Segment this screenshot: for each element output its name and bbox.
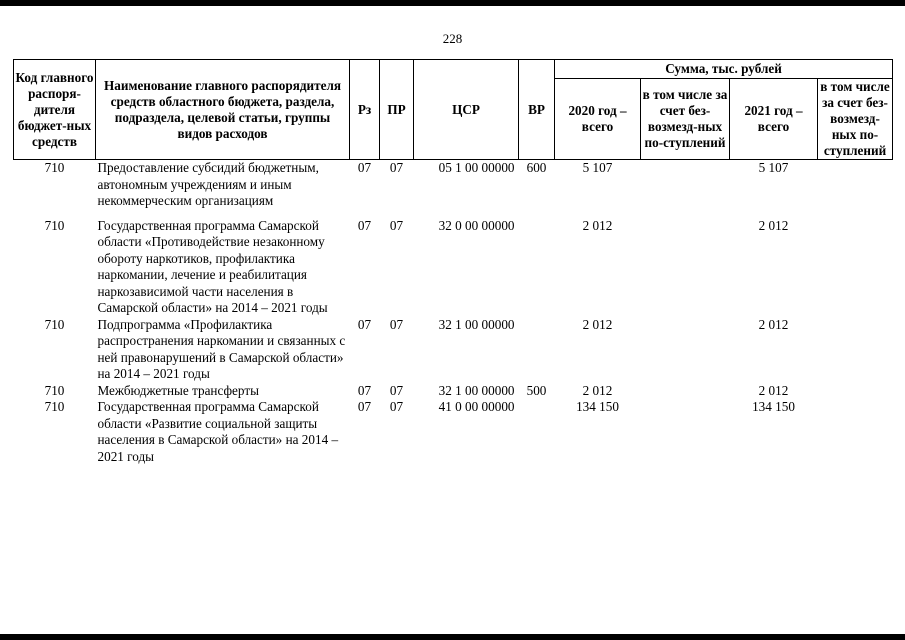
row-free-2021 (818, 399, 893, 465)
row-free-2021 (818, 383, 893, 400)
row-name: Подпрограмма «Профилактика распространения наркомании и связанных с ней правонарушений в Самарской области» на 2014 – 2021 годы (97, 316, 346, 381)
row-pr: 07 (389, 382, 404, 398)
row-sum-2020: 2 012 (582, 217, 613, 233)
row-free-2020 (641, 383, 730, 400)
header-2021-free: в том числе за счет без-возмезд-ных по-ступлений (818, 79, 893, 160)
header-csr: ЦСР (414, 60, 519, 160)
row-free-2020 (641, 160, 730, 218)
table-row (14, 383, 893, 400)
page-number: 228 (442, 31, 463, 46)
header-pr: ПР (380, 60, 414, 160)
row-sum-2021: 134 150 (752, 399, 795, 414)
row-rz: 07 (357, 316, 372, 332)
row-sum-2020: 5 107 (582, 160, 613, 175)
row-sum-2021: 5 107 (758, 160, 789, 175)
top-border (0, 0, 905, 6)
row-rz: 07 (357, 217, 372, 233)
budget-table (13, 59, 893, 465)
header-vr: ВР (519, 60, 555, 160)
row-name: Государственная программа Самарской области «Развитие социальной защиты населения в Самарской области» на 2014 – 2021 годы (97, 399, 339, 464)
row-sum-2020: 2 012 (582, 382, 613, 398)
row-csr: 05 1 00 00000 (438, 160, 515, 175)
row-sum-2021: 2 012 (758, 217, 789, 233)
row-code: 710 (44, 160, 65, 175)
table-row (14, 160, 893, 218)
row-sum-2020: 2 012 (582, 316, 613, 332)
row-csr: 32 0 00 00000 (438, 217, 515, 233)
row-sum-2020: 134 150 (576, 399, 619, 414)
row-pr: 07 (389, 399, 404, 414)
row-code: 710 (44, 399, 65, 414)
row-code: 710 (44, 316, 65, 332)
row-free-2021 (818, 218, 893, 317)
row-pr: 07 (389, 217, 404, 233)
row-csr: 32 1 00 00000 (438, 316, 515, 332)
header-name: Наименование главного распорядителя средств областного бюджета, раздела, подраздела, целевой статьи, группы видов расходов (96, 60, 350, 160)
row-code: 710 (44, 382, 65, 398)
header-2020-free: в том числе за счет без-возмезд-ных по-ступлений (641, 79, 730, 160)
row-name: Межбюджетные трансферты (97, 382, 259, 398)
table-row (14, 399, 893, 465)
row-free-2021 (818, 160, 893, 218)
row-pr: 07 (389, 316, 404, 332)
header-code: Код главного распоря-дителя бюджет-ных средств (14, 60, 96, 160)
row-free-2020 (641, 218, 730, 317)
row-free-2020 (641, 399, 730, 465)
row-rz: 07 (357, 382, 372, 398)
row-name: Предоставление субсидий бюджетным, автономным учреждениям и иным некоммерческим организациям (97, 160, 319, 208)
row-csr: 32 1 00 00000 (438, 382, 515, 398)
row-vr: 500 (526, 382, 547, 398)
row-vr (519, 399, 555, 465)
header-rz: Рз (350, 60, 380, 160)
row-vr: 600 (526, 160, 547, 175)
row-vr (519, 317, 555, 383)
bottom-border (0, 634, 905, 640)
row-csr: 41 0 00 00000 (438, 399, 515, 414)
row-pr: 07 (389, 160, 404, 175)
row-sum-2021: 2 012 (758, 316, 789, 332)
row-free-2021 (818, 317, 893, 383)
table-row (14, 218, 893, 317)
row-sum-2021: 2 012 (758, 382, 789, 398)
row-rz: 07 (357, 160, 372, 175)
header-sum: Сумма, тыс. рублей (555, 60, 893, 79)
row-free-2020 (641, 317, 730, 383)
table-row (14, 317, 893, 383)
header-2021-total: 2021 год – всего (730, 79, 818, 160)
header-2020-total: 2020 год – всего (555, 79, 641, 160)
row-vr (519, 218, 555, 317)
row-code: 710 (44, 217, 65, 233)
row-rz: 07 (357, 399, 372, 414)
row-name: Государственная программа Самарской области «Противодействие незаконному обороту наркотиков, профилактика наркомании, лечение и реабилитация наркозависимой части населения в Самарской области» на 2014 – 2021 годы (97, 217, 328, 315)
